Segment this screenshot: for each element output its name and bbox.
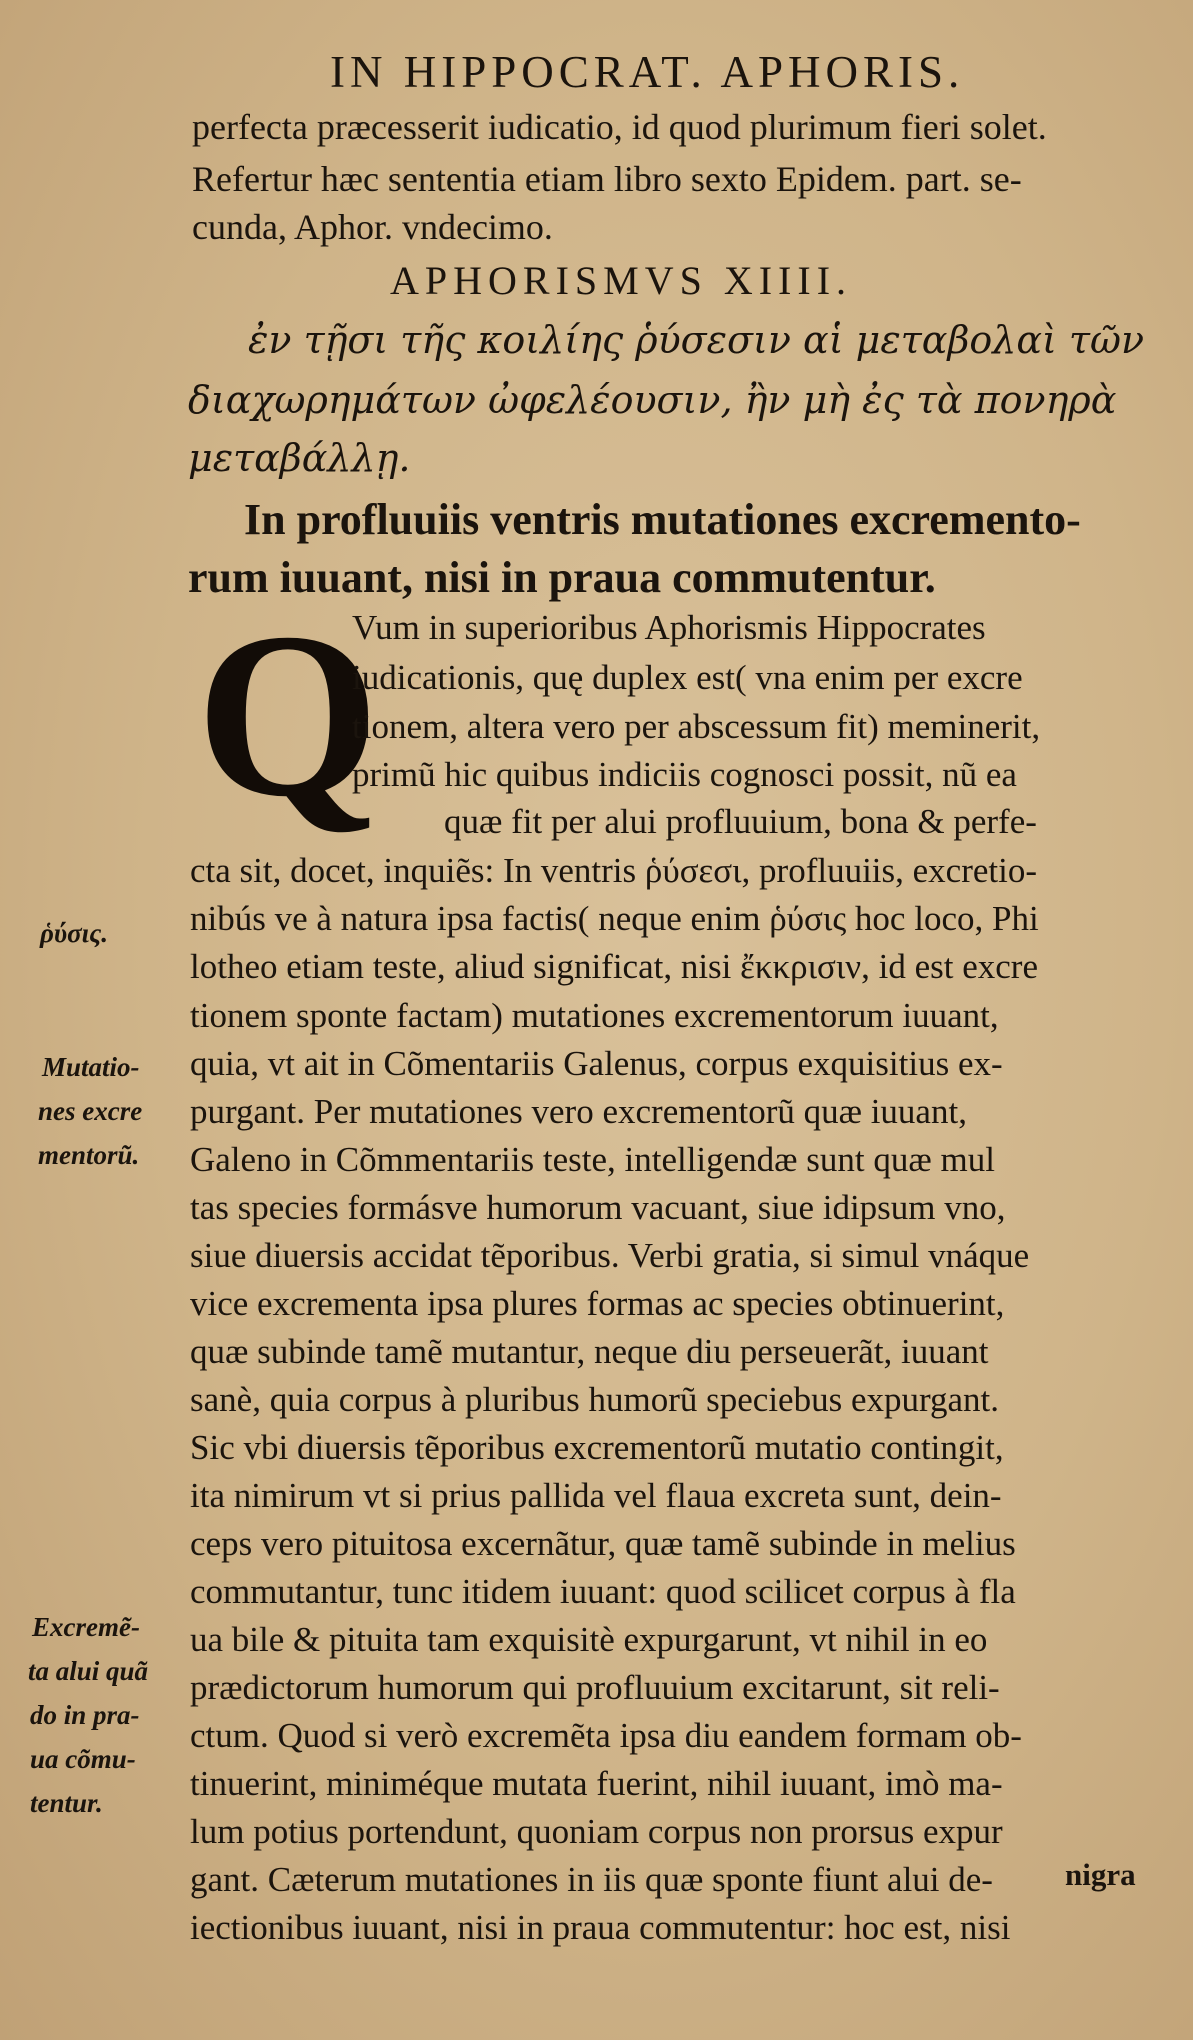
commentary-line: tionem sponte factam) mutationes excrementorum iuuant, [190,996,999,1035]
running-head: IN HIPPOCRAT. APHORIS. [330,47,965,97]
aphorism-title: APHORISMVS XIIII. [390,258,853,303]
latin-line: In profluuiis ventris mutationes excremento- [244,495,1081,544]
commentary-line: purgant. Per mutationes vero excrementorũ quæ iuuant, [190,1092,967,1131]
commentary-line: tas species formásve humorum vacuant, siue idipsum vno, [190,1188,1006,1227]
catchword: nigra [1065,1857,1136,1892]
commentary-line: vice excrementa ipsa plures formas ac species obtinuerint, [190,1284,1005,1323]
greek-line: διαχωρημάτων ὠφελέουσιν, ἢν μὴ ἐς τὰ πονηρὰ [188,378,1117,422]
commentary-line: Vum in superioribus Aphorismis Hippocrates [352,608,986,647]
commentary-line: primũ hic quibus indiciis cognosci possit, nũ ea [352,755,1017,794]
commentary-line: ctum. Quod si verò excremẽta ipsa diu eandem formam ob- [190,1716,1022,1755]
commentary-line: lum potius portendunt, quoniam corpus non prorsus expur [190,1812,1003,1851]
margin-note-line: ῥύσις. [40,918,108,948]
commentary-line: iudicationis, quę duplex est( vna enim per excre [352,658,1023,697]
commentary-line: lotheo etiam teste, aliud significat, nisi ἔκκρισιν, id est excre [190,947,1038,986]
commentary-line: cta sit, docet, inquiẽs: In ventris ῥύσεσι, profluuiis, excretio- [190,851,1038,890]
commentary-line: prædictorum humorum qui profluuium excitarunt, sit reli- [190,1668,1000,1707]
greek-line: μεταβάλλῃ. [188,436,411,480]
margin-note-line: Mutatio- [42,1052,140,1082]
commentary-line: tionem, altera vero per abscessum fit) meminerit, [352,707,1041,746]
commentary-line: gant. Cæterum mutationes in iis quæ sponte fiunt alui de- [190,1860,993,1899]
commentary-line: quæ subinde tamẽ mutantur, neque diu perseuerãt, iuuant [190,1332,989,1371]
commentary-line: nibús ve à natura ipsa factis( neque enim ῥύσις hoc loco, Phi [190,899,1039,938]
intro-line: cunda, Aphor. vndecimo. [192,207,553,247]
commentary-line: ceps vero pituitosa excernãtur, quæ tamẽ subinde in melius [190,1524,1016,1563]
margin-note-line: tentur. [30,1788,103,1818]
commentary-line: sanè, quia corpus à pluribus humorũ speciebus expurgant. [190,1380,1000,1419]
commentary-line: quia, vt ait in Cõmentariis Galenus, corpus exquisitius ex- [190,1044,1003,1083]
commentary-line: tinuerint, miniméque mutata fuerint, nihil iuuant, imò ma- [190,1764,1003,1803]
commentary-line: Sic vbi diuersis tẽporibus excrementorũ mutatio contingit, [190,1428,1004,1467]
margin-note-line: ua cõmu- [30,1744,136,1774]
latin-line: rum iuuant, nisi in praua commutentur. [188,553,936,602]
margin-note-line: nes excre [38,1096,143,1126]
commentary-line: quæ fit per alui profluuium, bona & perfe- [444,802,1037,841]
margin-note-line: Excremẽ- [32,1612,140,1642]
commentary-line: commutantur, tunc itidem iuuant: quod scilicet corpus à fla [190,1572,1016,1611]
intro-line: Refertur hæc sententia etiam libro sexto Epidem. part. se- [192,159,1022,199]
commentary-line: iectionibus iuuant, nisi in praua commutentur: hoc est, nisi [190,1908,1011,1947]
greek-line: ἐν τῇσι τῆς κοιλίης ῥύσεσιν αἱ μεταβολαὶ τῶν [248,318,1145,362]
commentary-line: siue diuersis accidat tẽporibus. Verbi gratia, si simul vnáque [190,1236,1030,1275]
commentary-line: Galeno in Cõmmentariis teste, intelligendæ sunt quæ mul [190,1140,995,1179]
drop-cap-initial: Q [196,585,380,846]
margin-note-line: mentorũ. [38,1140,140,1170]
commentary-line: ita nimirum vt si prius pallida vel flaua excreta sunt, dein- [190,1476,1002,1515]
commentary-line: ua bile & pituita tam exquisitè expurgarunt, vt nihil in eo [190,1620,988,1659]
margin-note-line: do in pra- [30,1700,140,1730]
intro-line: perfecta præcesserit iudicatio, id quod plurimum fieri solet. [192,107,1047,147]
margin-note-line: ta alui quã [28,1656,149,1686]
